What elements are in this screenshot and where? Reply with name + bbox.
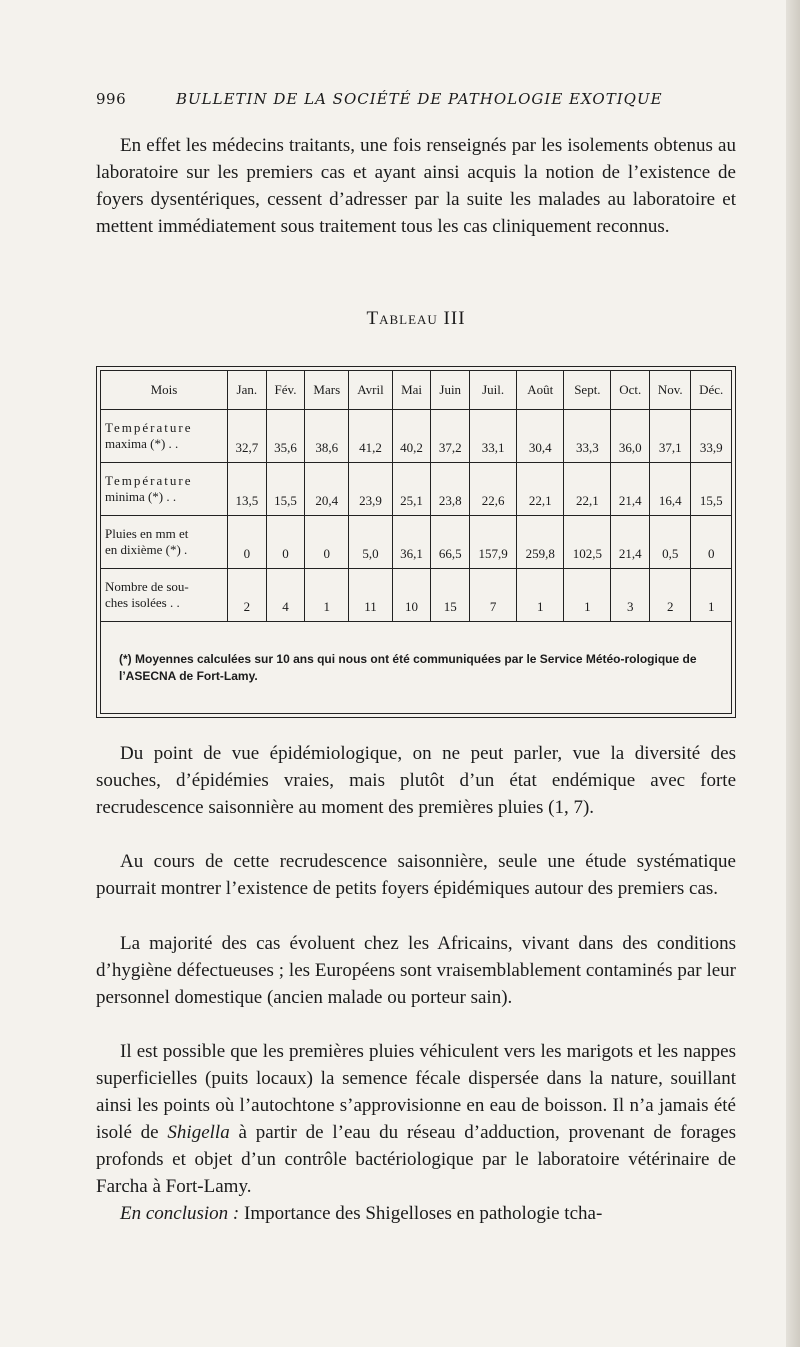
row-label [101, 463, 228, 516]
table-cell: 11 [349, 569, 393, 622]
header-label-cell: Mois [101, 371, 228, 410]
table-row [101, 463, 731, 516]
paragraph-1: En effet les médecins traitants, une fois renseignés par les isolements obtenus au laboratoire sur les premiers cas et ayant ainsi acquis la notion de l’existence de foyers dysentériques, cessent d’adresser par la suite les malades au laboratoire et mettent immédiatement sous traitement tous les cas cliniquement reconnus. [96, 135, 736, 237]
table-cell: 35,6 [266, 410, 305, 463]
table-cell: 0 [228, 516, 267, 569]
table-cell: 2 [228, 569, 267, 622]
genus-name: Shigella [167, 1122, 230, 1143]
table-cell: 13,5 [228, 463, 267, 516]
table-cell: 0,5 [650, 516, 691, 569]
table-cell: 33,1 [470, 410, 517, 463]
paragraph-5 [96, 1038, 736, 1200]
month-header: Fév. [266, 371, 305, 410]
table-cell: 16,4 [650, 463, 691, 516]
table-cell: 1 [691, 569, 731, 622]
table-cell: 36,1 [392, 516, 431, 569]
page-number: 996 [96, 90, 127, 108]
month-header: Avril [349, 371, 393, 410]
table-cell: 5,0 [349, 516, 393, 569]
row-label-line: ches isolées . . [105, 595, 180, 610]
row-label-line: minima (*) . . [105, 489, 177, 504]
climate-table [96, 366, 736, 718]
table-cell: 157,9 [470, 516, 517, 569]
table-cell: 22,1 [564, 463, 611, 516]
table-cell: 7 [470, 569, 517, 622]
table-row [101, 569, 731, 622]
month-header: Juin [431, 371, 470, 410]
conclusion-text: Importance des Shigelloses en pathologie tcha- [239, 1203, 603, 1224]
table-cell: 0 [691, 516, 731, 569]
table-cell: 20,4 [305, 463, 349, 516]
row-label [101, 410, 228, 463]
row-label-line: Pluies en mm et [105, 526, 189, 541]
table-cell: 1 [305, 569, 349, 622]
table-cell: 33,9 [691, 410, 731, 463]
month-header: Jan. [228, 371, 267, 410]
table-cell: 21,4 [611, 463, 650, 516]
row-label-line: maxima (*) . . [105, 436, 179, 451]
table-cell: 259,8 [517, 516, 564, 569]
conclusion-lead: En conclusion : [120, 1203, 240, 1224]
page-edge [786, 0, 800, 1347]
table-title: Tableau III [366, 308, 466, 329]
month-header: Août [517, 371, 564, 410]
table-cell: 66,5 [431, 516, 470, 569]
table-cell: 15,5 [266, 463, 305, 516]
paragraph-5-part-1: Il est possible que les premières pluies véhiculent vers les marigots et les nappes superficielles (puits locaux) la semence fécale dispersée dans la nature, souillant ainsi les points où l’autochtone s’approvisionne en eau de boisson. Il n’a jamais été isolé de [96, 1041, 736, 1143]
month-header: Nov. [650, 371, 691, 410]
table-cell: 1 [517, 569, 564, 622]
paragraph-2: Du point de vue épidémiologique, on ne peut parler, vue la diversité des souches, d’épidémies vraies, mais plutôt d’un état endémique avec forte recrudescence saisonnière au moment des premières pluies (1, 7). [96, 743, 736, 818]
row-label-line: Température [105, 420, 193, 435]
climate-table-inner [100, 370, 732, 714]
table-header-row [101, 371, 731, 410]
table-cell: 1 [564, 569, 611, 622]
table-cell: 30,4 [517, 410, 564, 463]
month-header: Mars [305, 371, 349, 410]
row-label-line: Nombre de sou- [105, 579, 189, 594]
table-cell: 40,2 [392, 410, 431, 463]
table-cell: 23,8 [431, 463, 470, 516]
row-label-line: en dixième (*) . [105, 542, 188, 557]
table-cell: 32,7 [228, 410, 267, 463]
table-cell: 0 [305, 516, 349, 569]
table-cell: 15 [431, 569, 470, 622]
table-cell: 15,5 [691, 463, 731, 516]
table-footnote: (*) Moyennes calculées sur 10 ans qui nous ont été communiquées par le Service Météo-rologique de l’ASECNA de Fort-Lamy. [119, 652, 697, 683]
paragraph-3: Au cours de cette recrudescence saisonnière, seule une étude systématique pourrait montrer l’existence de petits foyers épidémiques autour des premiers cas. [96, 851, 736, 899]
paragraph-4: La majorité des cas évoluent chez les Africains, vivant dans des conditions d’hygiène défectueuses ; les Européens sont vraisemblablement contaminés par leur personnel domestique (ancien malade ou porteur sain). [96, 933, 736, 1008]
table-cell: 33,3 [564, 410, 611, 463]
table-cell: 21,4 [611, 516, 650, 569]
table-cell: 25,1 [392, 463, 431, 516]
table-cell: 36,0 [611, 410, 650, 463]
journal-title: BULLETIN DE LA SOCIÉTÉ DE PATHOLOGIE EXOTIQUE [176, 90, 663, 108]
table-cell: 23,9 [349, 463, 393, 516]
table-cell: 41,2 [349, 410, 393, 463]
table-row [101, 516, 731, 569]
table-cell: 4 [266, 569, 305, 622]
month-header: Mai [392, 371, 431, 410]
table-cell: 0 [266, 516, 305, 569]
row-label [101, 569, 228, 622]
table-cell: 37,1 [650, 410, 691, 463]
row-label [101, 516, 228, 569]
month-header: Oct. [611, 371, 650, 410]
table-cell: 2 [650, 569, 691, 622]
row-label-line: Température [105, 473, 193, 488]
table-cell: 37,2 [431, 410, 470, 463]
table-cell: 38,6 [305, 410, 349, 463]
table-cell: 3 [611, 569, 650, 622]
month-header: Déc. [691, 371, 731, 410]
paragraph-5-part-2: à partir de l’eau du réseau d’adduction, provenant de forages profonds et objet d’un contrôle bactériologique par le laboratoire vétérinaire de Farcha à Fort-Lamy. [96, 1122, 736, 1197]
table-row [101, 410, 731, 463]
month-header: Juil. [470, 371, 517, 410]
table-cell: 22,6 [470, 463, 517, 516]
month-header: Sept. [564, 371, 611, 410]
table-cell: 22,1 [517, 463, 564, 516]
table-cell: 102,5 [564, 516, 611, 569]
climate-data-table [101, 371, 731, 622]
table-cell: 10 [392, 569, 431, 622]
paragraph-6 [96, 1200, 736, 1227]
